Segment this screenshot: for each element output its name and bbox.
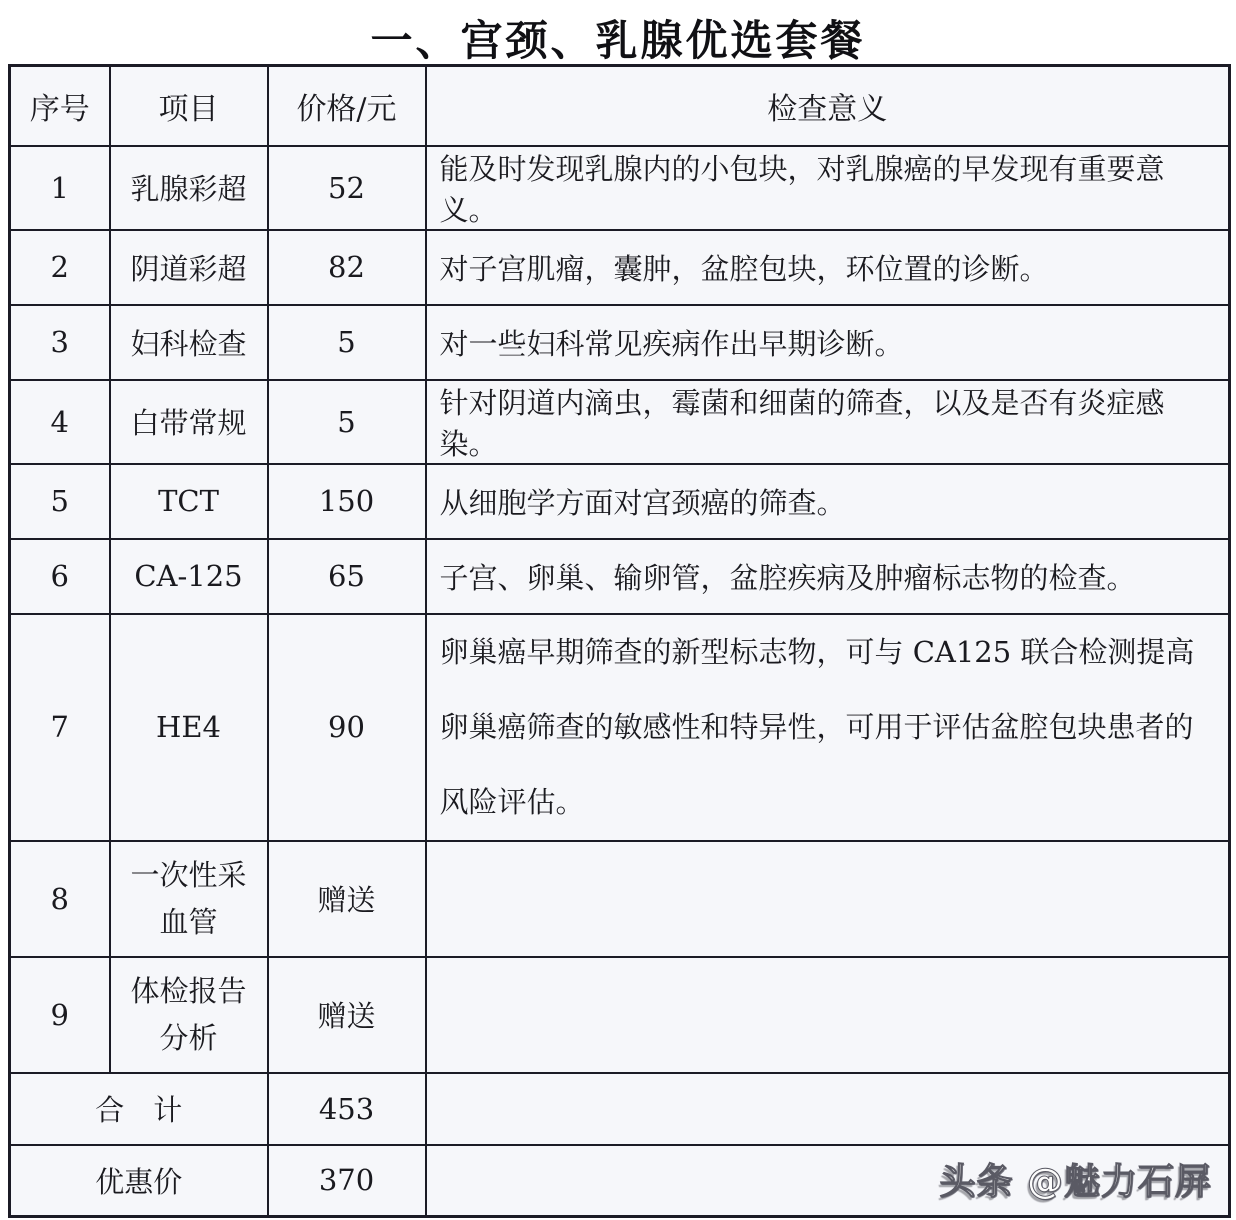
table-row <box>10 539 1230 614</box>
discount-label: 优惠价 <box>10 1145 268 1217</box>
row-item: 白带常规 <box>110 380 268 464</box>
row-no: 6 <box>10 539 110 614</box>
row-no: 9 <box>10 957 110 1073</box>
header-no: 序号 <box>10 66 110 146</box>
row-price: 90 <box>268 614 426 841</box>
row-no: 8 <box>10 841 110 957</box>
row-significance: 对一些妇科常见疾病作出早期诊断。 <box>426 305 1230 380</box>
table-row <box>10 230 1230 305</box>
row-item: 阴道彩超 <box>110 230 268 305</box>
discount-price: 370 <box>268 1145 426 1217</box>
row-no: 5 <box>10 464 110 539</box>
header-item: 项目 <box>110 66 268 146</box>
row-significance: 能及时发现乳腺内的小包块，对乳腺癌的早发现有重要意义。 <box>426 146 1230 230</box>
table-row <box>10 464 1230 539</box>
header-price: 价格/元 <box>268 66 426 146</box>
row-price: 52 <box>268 146 426 230</box>
table-row <box>10 146 1230 230</box>
row-item: 妇科检查 <box>110 305 268 380</box>
price-table <box>8 64 1231 1218</box>
row-no: 3 <box>10 305 110 380</box>
discount-significance <box>426 1145 1230 1217</box>
row-no: 4 <box>10 380 110 464</box>
row-item: CA-125 <box>110 539 268 614</box>
row-price: 5 <box>268 380 426 464</box>
row-significance: 子宫、卵巢、输卵管，盆腔疾病及肿瘤标志物的检查。 <box>426 539 1230 614</box>
row-item: 乳腺彩超 <box>110 146 268 230</box>
row-price: 82 <box>268 230 426 305</box>
row-price: 65 <box>268 539 426 614</box>
row-item: 体检报告分析 <box>110 957 268 1073</box>
row-significance: 对子宫肌瘤，囊肿，盆腔包块，环位置的诊断。 <box>426 230 1230 305</box>
row-price: 赠送 <box>268 841 426 957</box>
page-title: 一、宫颈、乳腺优选套餐 <box>370 16 866 65</box>
row-item: TCT <box>110 464 268 539</box>
row-significance: 针对阴道内滴虫，霉菌和细菌的筛查，以及是否有炎症感染。 <box>426 380 1230 464</box>
table-header-row <box>10 66 1230 146</box>
row-significance <box>426 957 1230 1073</box>
row-price: 赠送 <box>268 957 426 1073</box>
row-no: 7 <box>10 614 110 841</box>
header-significance: 检查意义 <box>426 66 1230 146</box>
total-significance <box>426 1073 1230 1145</box>
table-row <box>10 841 1230 957</box>
discount-row <box>10 1145 1230 1217</box>
table-row <box>10 957 1230 1073</box>
row-no: 2 <box>10 230 110 305</box>
table-row <box>10 614 1230 841</box>
row-significance: 卵巢癌早期筛查的新型标志物，可与 CA125 联合检测提高卵巢癌筛查的敏感性和特异性，可用于评估盆腔包块患者的风险评估。 <box>426 614 1230 841</box>
watermark: 头条 @魅力石屏 <box>939 1161 1212 1203</box>
row-item: 一次性采血管 <box>110 841 268 957</box>
row-price: 150 <box>268 464 426 539</box>
row-significance <box>426 841 1230 957</box>
row-price: 5 <box>268 305 426 380</box>
total-label: 合 计 <box>10 1073 268 1145</box>
row-no: 1 <box>10 146 110 230</box>
row-item: HE4 <box>110 614 268 841</box>
table-row <box>10 305 1230 380</box>
table-row <box>10 380 1230 464</box>
total-price: 453 <box>268 1073 426 1145</box>
total-row <box>10 1073 1230 1145</box>
row-significance: 从细胞学方面对宫颈癌的筛查。 <box>426 464 1230 539</box>
